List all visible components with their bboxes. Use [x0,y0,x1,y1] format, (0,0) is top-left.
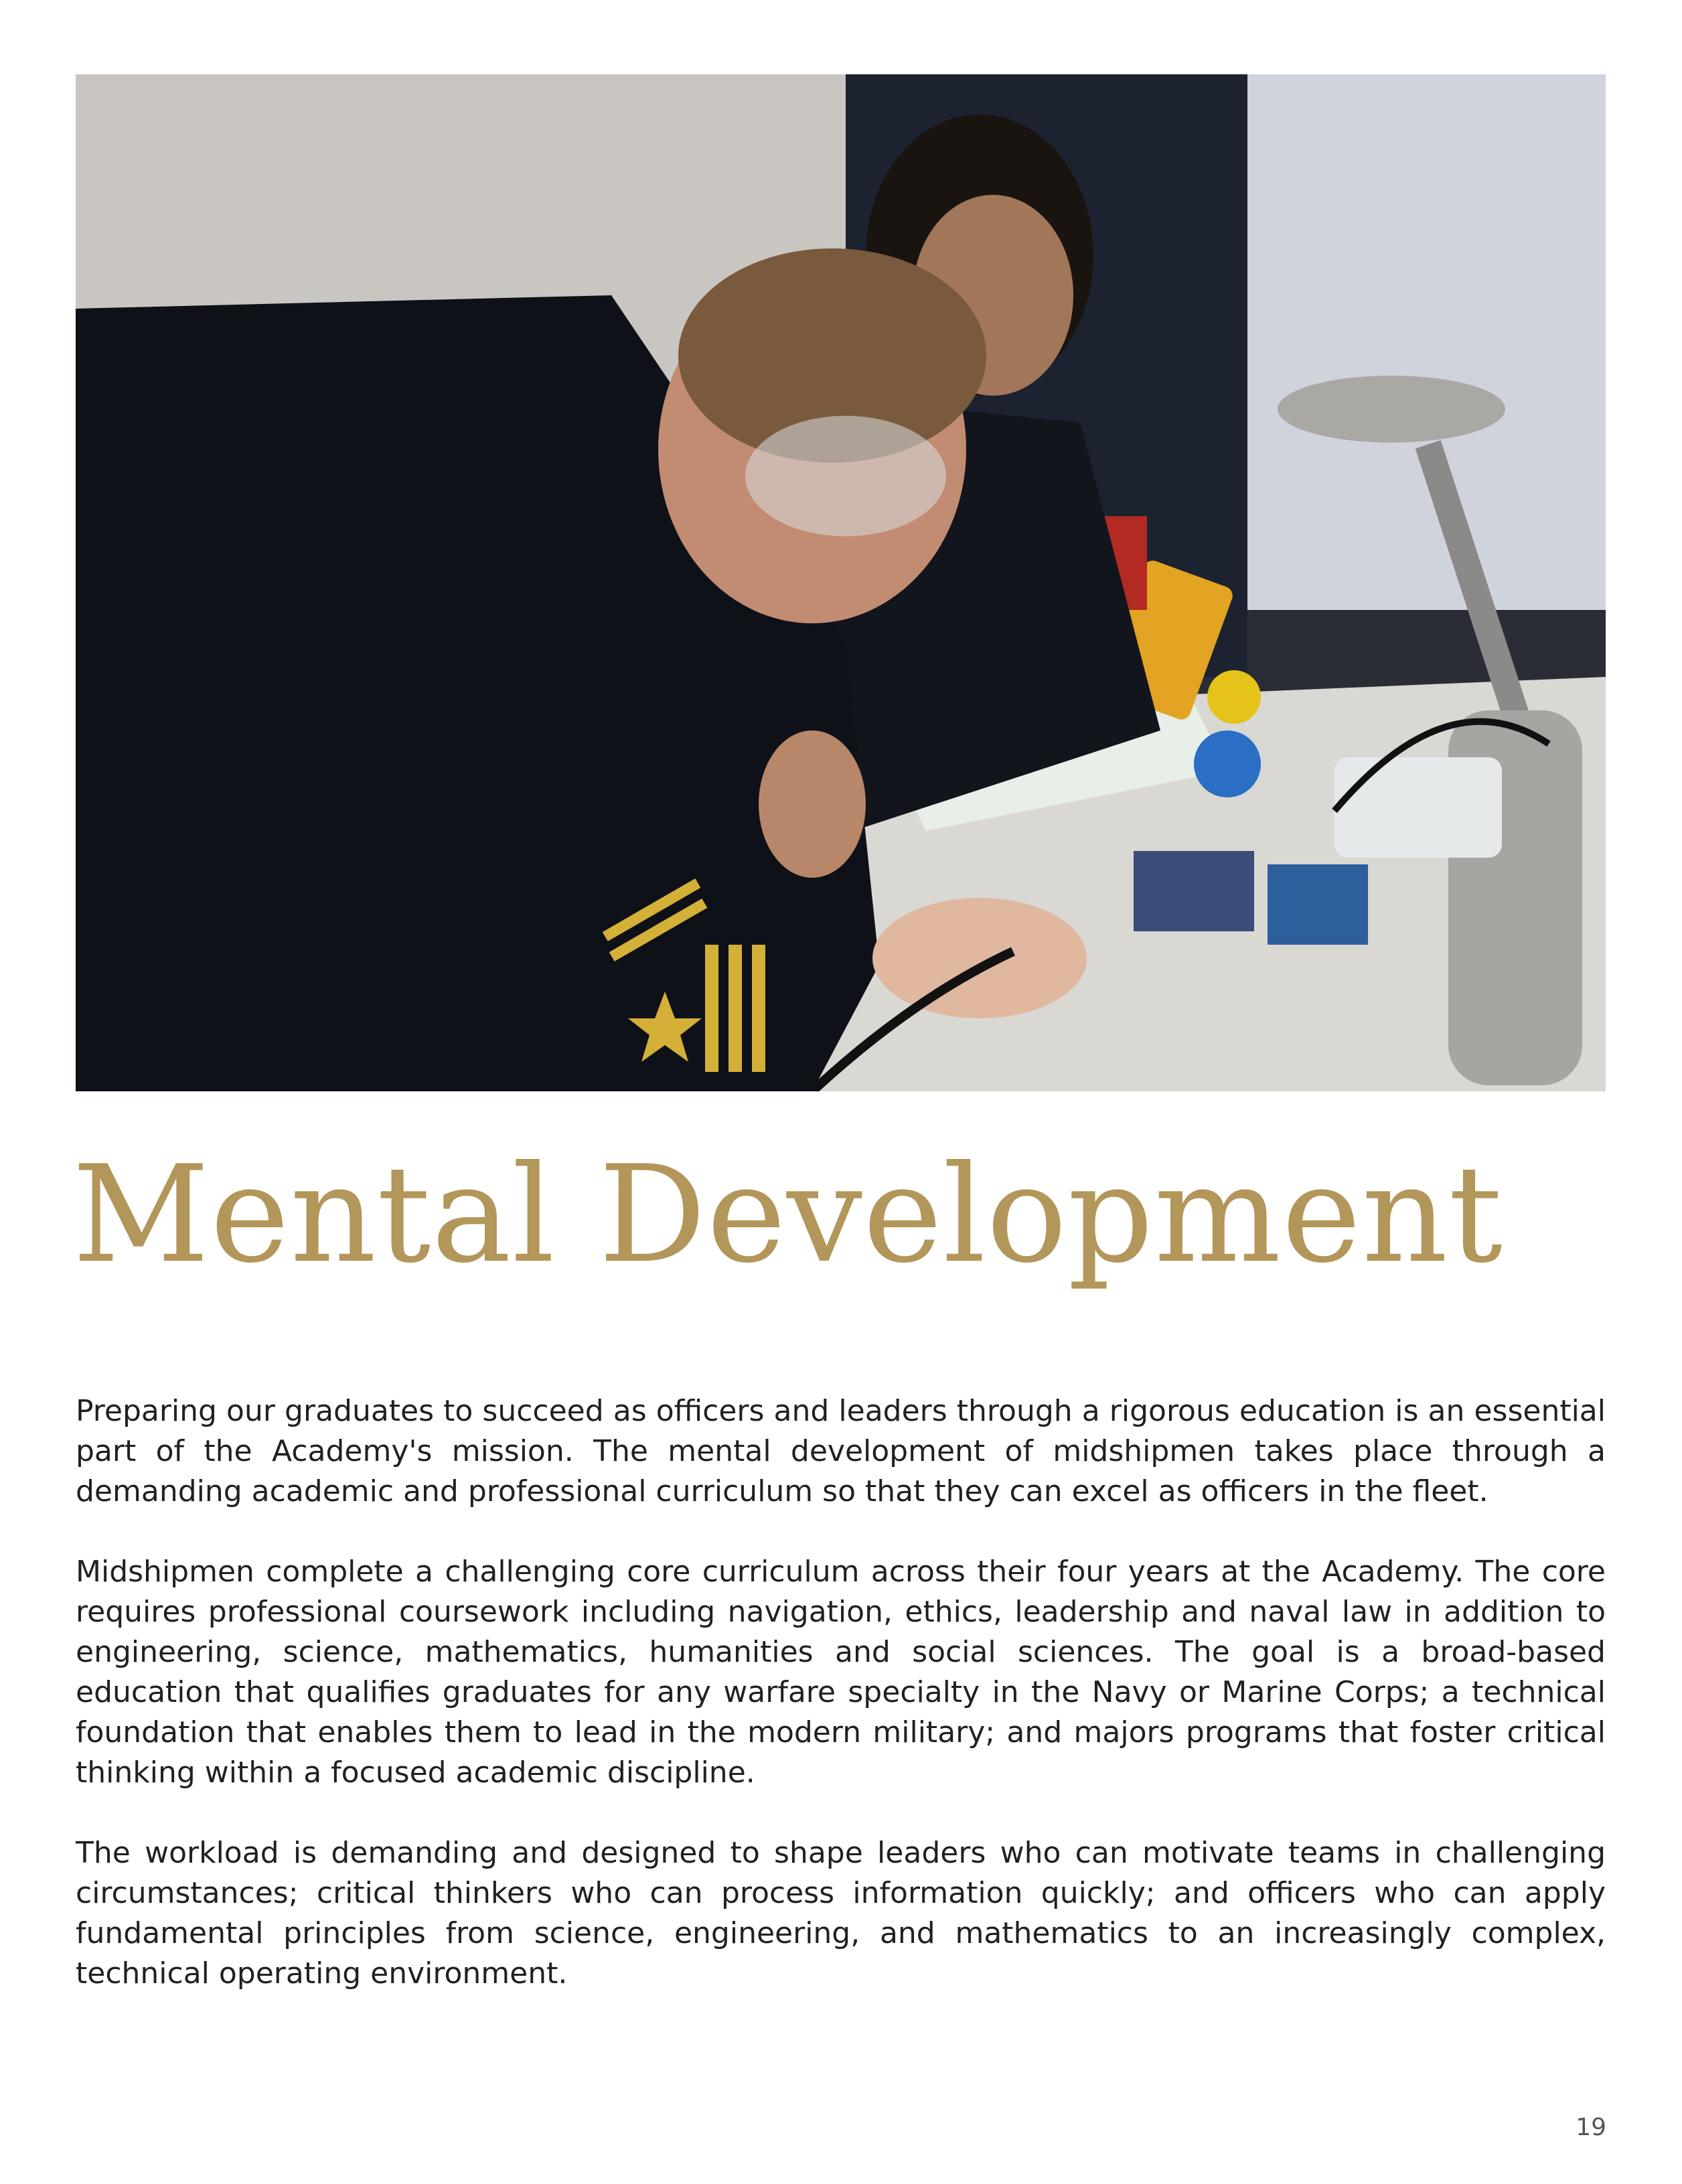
lab-scene-illustration [76,74,1606,1091]
hero-photo [76,74,1606,1091]
body-text [76,1391,1606,2034]
page-title: Mental Development [72,1137,1503,1293]
body-paragraph-2: Midshipmen complete a challenging core curriculum across their four years at the Academy. The core requires professional coursework including navigation, ethics, leadership and naval law in addition to engineering, science, mathematics, humanities and social sciences. The goal is a broad-based education that qualifies graduates for any warfare specialty in the Navy or Marine Corps; a technical foundation that enables them to lead in the modern military; and majors programs that foster critical thinking within a focused academic discipline. [76,1555,1606,1790]
page-number: 19 [1576,2114,1606,2141]
body-paragraph-1: Preparing our graduates to succeed as officers and leaders through a rigorous education is an essential part of the Academy's mission. The mental development of midshipmen takes place through a demanding academic and professional curriculum so that they can excel as officers in the fleet. [76,1394,1606,1508]
body-paragraph-3: The workload is demanding and designed to shape leaders who can motivate teams in challenging circumstances; critical thinkers who can process information quickly; and officers who can apply fundamental principles from science, engineering, and mathematics to an increasingly complex, technical operating environment. [76,1836,1606,1991]
